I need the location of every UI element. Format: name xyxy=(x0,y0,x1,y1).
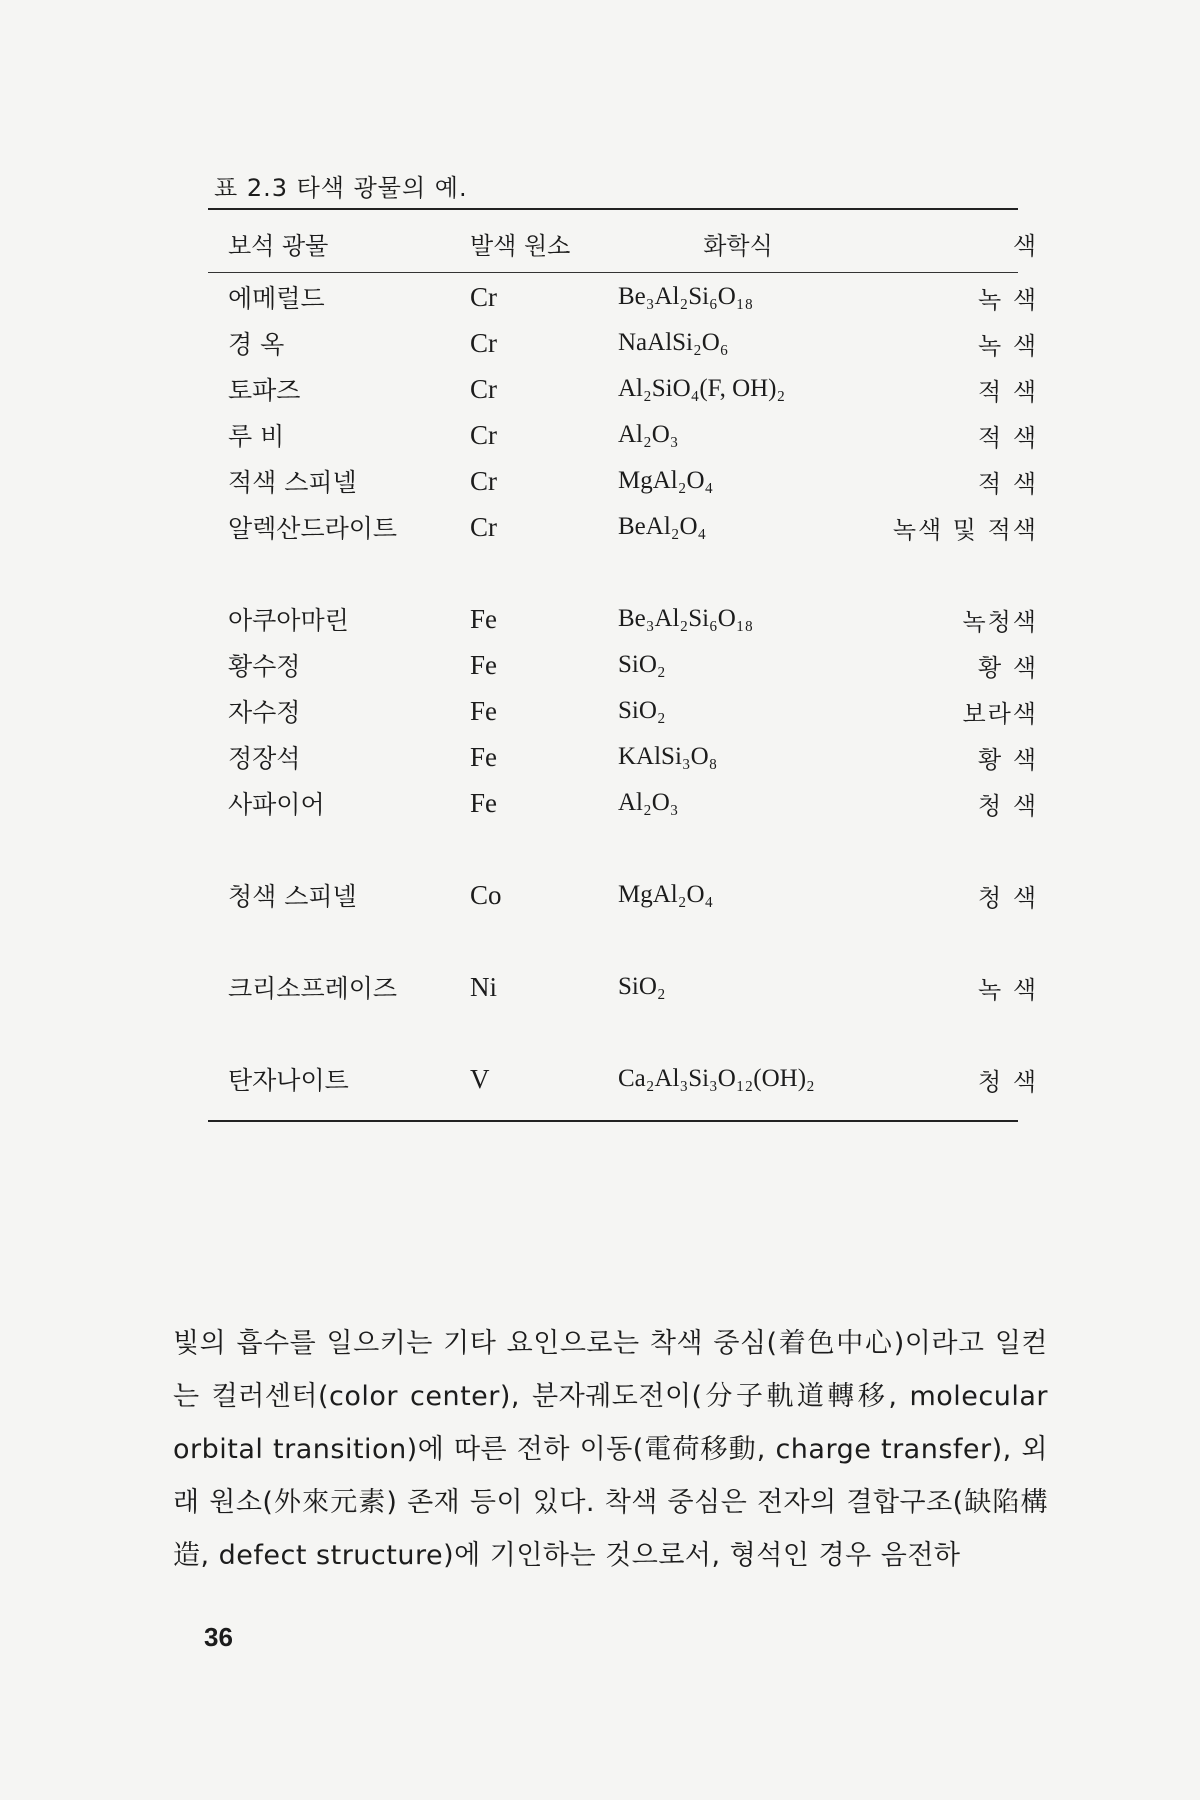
gem-name-cell: 사파이어 xyxy=(228,790,325,819)
gem-name-cell: 적색 스피넬 xyxy=(228,468,357,497)
table-header-row xyxy=(208,212,1058,274)
spacer-cell xyxy=(208,1010,1058,1056)
table-bottom-rule xyxy=(208,1120,1018,1122)
page-number: 36 xyxy=(204,1622,233,1652)
element-cell: Cr xyxy=(470,419,497,450)
gem-name-cell: 크리소프레이즈 xyxy=(228,974,398,1003)
gem-name-cell: 토파즈 xyxy=(228,376,301,405)
formula-cell: KAlSi₃O₈ xyxy=(618,743,718,770)
element-cell: Co xyxy=(470,879,502,910)
table-caption: 표 2.3 타색 광물의 예. xyxy=(214,174,468,202)
formula-cell: MgAl₂O₄ xyxy=(618,881,714,908)
gem-name-cell: 탄자나이트 xyxy=(228,1066,349,1095)
header-color: 색 xyxy=(1012,231,1038,260)
group-spacer xyxy=(208,826,1058,872)
color-cell: 녹청색 xyxy=(962,607,1038,636)
color-cell: 청 색 xyxy=(978,883,1038,912)
element-cell: Fe xyxy=(470,695,497,726)
table-row xyxy=(208,964,1058,1010)
body-paragraph: 빛의 흡수를 일으키는 기타 요인으로는 착색 중심(着色中心)이라고 일컫는 컬러센터(color center), 분자궤도전이(分子軌道轉移, molecular orbital transition)에 따른 전하 이동(電荷移動, charge transfer), 외래 원소(外來元素) 존재 등이 있다. 착색 중심은 전자의 결합구조(缺陷構造, defect structure)에 기인하는 것으로서, 형석인 경우 음전하 xyxy=(173,1328,1048,1571)
color-cell: 보라색 xyxy=(962,699,1038,728)
element-cell: Cr xyxy=(470,373,497,404)
table-row xyxy=(208,688,1058,734)
color-cell: 청 색 xyxy=(978,791,1038,820)
color-cell: 녹 색 xyxy=(978,285,1038,314)
table-row xyxy=(208,596,1058,642)
gem-name-cell: 경 옥 xyxy=(228,330,285,359)
gem-name-cell: 정장석 xyxy=(228,744,301,773)
element-cell: V xyxy=(470,1063,490,1094)
element-cell: Cr xyxy=(470,465,497,496)
formula-cell: SiO₂ xyxy=(618,973,666,1000)
element-cell: Fe xyxy=(470,649,497,680)
spacer-cell xyxy=(208,918,1058,964)
gem-name-cell: 황수정 xyxy=(228,652,301,681)
table-body xyxy=(208,274,1058,1102)
gem-name-cell: 아쿠아마린 xyxy=(228,606,349,635)
table-row xyxy=(208,734,1058,780)
formula-cell: NaAlSi₂O₆ xyxy=(618,329,729,356)
formula-cell: MgAl₂O₄ xyxy=(618,467,714,494)
element-cell: Cr xyxy=(470,511,497,542)
color-cell: 녹색 및 적색 xyxy=(892,515,1038,544)
header-divider-rule xyxy=(208,272,1018,273)
formula-cell: Be₃Al₂Si₆O₁₈ xyxy=(618,605,754,632)
color-cell: 적 색 xyxy=(978,469,1038,498)
color-cell: 적 색 xyxy=(978,423,1038,452)
element-cell: Fe xyxy=(470,787,497,818)
gem-name-cell: 루 비 xyxy=(228,422,285,451)
table-row xyxy=(208,366,1058,412)
formula-cell: Ca₂Al₃Si₃O₁₂(OH)₂ xyxy=(618,1065,815,1092)
spacer-cell xyxy=(208,826,1058,872)
gem-name-cell: 에메럴드 xyxy=(228,284,325,313)
gem-name-cell: 자수정 xyxy=(228,698,301,727)
element-cell: Fe xyxy=(470,603,497,634)
table-row xyxy=(208,320,1058,366)
formula-cell: Be₃Al₂Si₆O₁₈ xyxy=(618,283,754,310)
table-row xyxy=(208,458,1058,504)
table-row xyxy=(208,1056,1058,1102)
group-spacer xyxy=(208,1010,1058,1056)
formula-cell: SiO₂ xyxy=(618,697,666,724)
table-row xyxy=(208,780,1058,826)
table-row xyxy=(208,642,1058,688)
element-cell: Fe xyxy=(470,741,497,772)
table-row xyxy=(208,412,1058,458)
mineral-color-table xyxy=(208,212,1058,1102)
table-row xyxy=(208,872,1058,918)
formula-cell: Al₂SiO₄(F, OH)₂ xyxy=(618,375,786,402)
color-cell: 황 색 xyxy=(978,745,1038,774)
table-row xyxy=(208,504,1058,550)
element-cell: Cr xyxy=(470,281,497,312)
formula-cell: Al₂O₃ xyxy=(618,789,679,816)
table-top-rule xyxy=(208,208,1018,210)
formula-cell: BeAl₂O₄ xyxy=(618,513,707,540)
group-spacer xyxy=(208,550,1058,596)
element-cell: Ni xyxy=(470,971,497,1002)
spacer-cell xyxy=(208,550,1058,596)
color-cell: 적 색 xyxy=(978,377,1038,406)
header-color-element: 발색 원소 xyxy=(470,231,571,260)
gem-name-cell: 청색 스피넬 xyxy=(228,882,357,911)
formula-cell: Al₂O₃ xyxy=(618,421,679,448)
table-row xyxy=(208,274,1058,320)
color-cell: 황 색 xyxy=(978,653,1038,682)
header-chemical-formula: 화학식 xyxy=(703,231,773,260)
group-spacer xyxy=(208,918,1058,964)
gem-name-cell: 알렉산드라이트 xyxy=(228,514,398,543)
color-cell: 녹 색 xyxy=(978,331,1038,360)
element-cell: Cr xyxy=(470,327,497,358)
color-cell: 청 색 xyxy=(978,1067,1038,1096)
formula-cell: SiO₂ xyxy=(618,651,666,678)
color-cell: 녹 색 xyxy=(978,975,1038,1004)
header-gem-mineral: 보석 광물 xyxy=(228,231,329,260)
